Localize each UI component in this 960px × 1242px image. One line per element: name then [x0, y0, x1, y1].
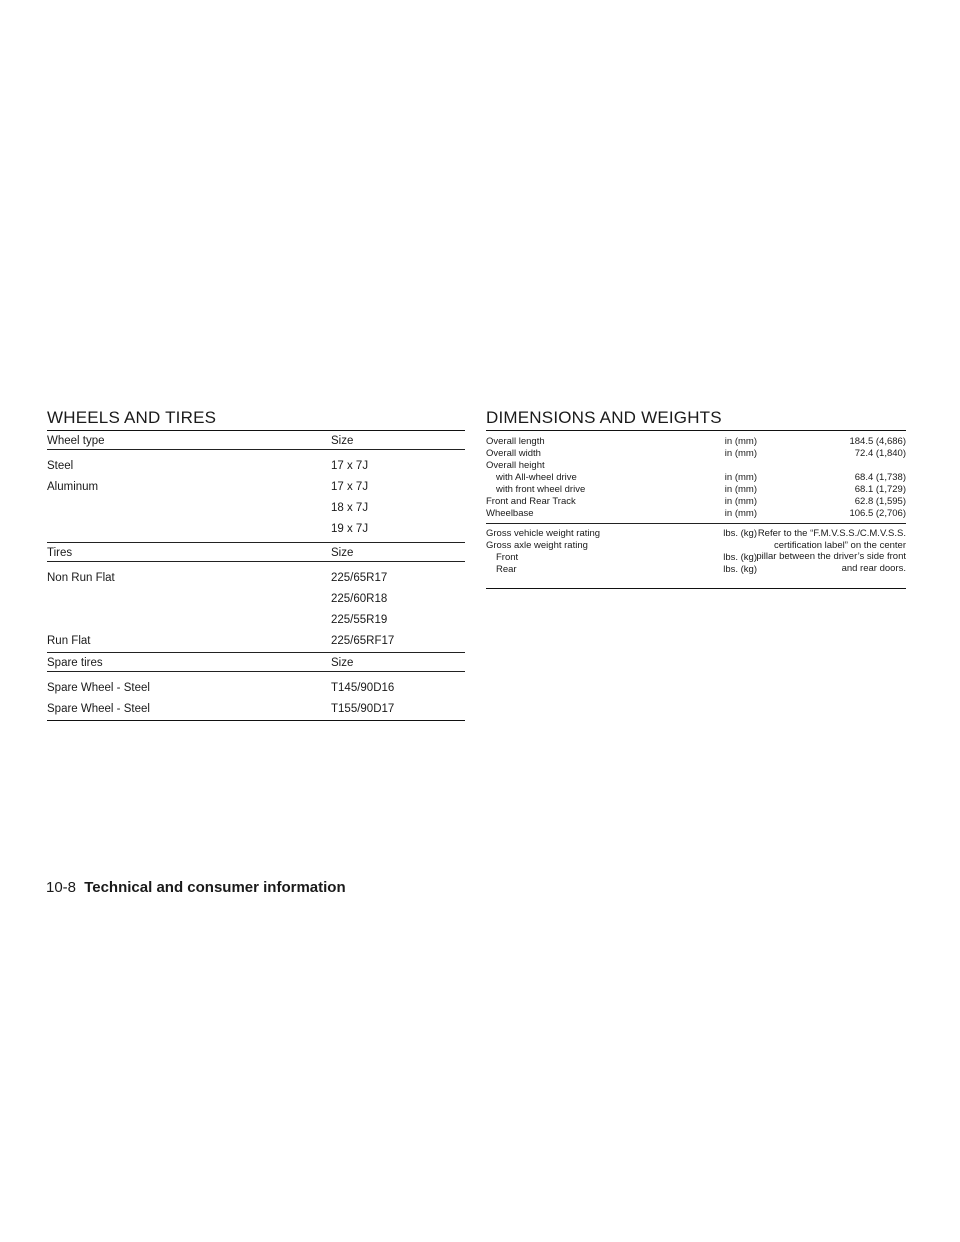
table-row: [47, 477, 465, 498]
wheels-tires-title: WHEELS AND TIRES: [47, 408, 217, 427]
table-row: [47, 498, 465, 519]
footer-title: Technical and consumer information: [84, 879, 346, 896]
dimension-value: 106.5 (2,706): [849, 508, 906, 519]
tire-size: 225/55R19: [331, 614, 388, 626]
wheels-tires-table: [47, 430, 465, 721]
table-row: [47, 610, 465, 631]
table-row: [486, 508, 906, 520]
spare-tires-header: Spare tires: [47, 657, 103, 669]
table-row: [486, 472, 906, 484]
table-row: [47, 699, 465, 720]
rear-axle-label: Rear: [496, 564, 517, 575]
dimension-label: Overall height: [486, 460, 545, 471]
dimension-unit: in (mm): [724, 436, 757, 447]
table-row: [47, 456, 465, 477]
dimension-value: 184.5 (4,686): [849, 436, 906, 447]
dimensions-weights-table: [486, 430, 906, 589]
dimension-label: Overall length: [486, 436, 545, 447]
spare-size: T145/90D16: [331, 682, 395, 694]
wheel-type-header: Wheel type: [47, 435, 105, 447]
dimension-label: with front wheel drive: [496, 484, 586, 495]
dimension-value: 68.1 (1,729): [854, 484, 906, 495]
certification-label-note: Refer to the “F.M.V.S.S./C.M.V.S.S. certification label” on the center pillar between the driver’s side front and rear doors.: [756, 528, 906, 574]
wheel-size: 19 x 7J: [331, 523, 369, 535]
dimensions-weights-title: DIMENSIONS AND WEIGHTS: [486, 408, 722, 427]
table-row: [486, 448, 906, 460]
spare-type: Spare Wheel - Steel: [47, 682, 150, 694]
table-row: [486, 496, 906, 508]
tire-size: 225/60R18: [331, 593, 388, 605]
dimension-unit: in (mm): [724, 472, 757, 483]
wheel-type: Aluminum: [47, 481, 99, 493]
gvwr-unit: lbs. (kg): [723, 528, 757, 539]
table-row: [486, 460, 906, 472]
wheel-size: 17 x 7J: [331, 481, 369, 493]
spare-size: T155/90D17: [331, 703, 395, 715]
table-row: [486, 436, 906, 448]
gawr-label: Gross axle weight rating: [486, 540, 588, 551]
table-row: [47, 519, 465, 540]
dimension-unit: in (mm): [724, 448, 757, 459]
tires-header: Tires: [47, 547, 73, 559]
dimension-value: 72.4 (1,840): [854, 448, 906, 459]
wheel-size-header: Size: [331, 435, 354, 447]
wheel-type: Steel: [47, 460, 74, 472]
wheel-size: 17 x 7J: [331, 460, 369, 472]
front-axle-unit: lbs. (kg): [723, 552, 757, 563]
table-row: [486, 484, 906, 496]
tire-size-header: Size: [331, 547, 354, 559]
tire-header-row: [47, 543, 465, 562]
dimension-label: Overall width: [486, 448, 541, 459]
table-row: [47, 678, 465, 699]
dimension-value: 62.8 (1,595): [854, 496, 906, 507]
weights-block: [486, 528, 906, 588]
dimension-unit: in (mm): [724, 508, 757, 519]
tire-size: 225/65RF17: [331, 635, 395, 647]
spare-type: Spare Wheel - Steel: [47, 703, 150, 715]
wheel-size: 18 x 7J: [331, 502, 369, 514]
table-row: [47, 589, 465, 610]
dimension-unit: in (mm): [724, 496, 757, 507]
dimension-unit: in (mm): [724, 484, 757, 495]
table-row: [47, 631, 465, 652]
dimension-value: 68.4 (1,738): [854, 472, 906, 483]
spare-size-header: Size: [331, 657, 354, 669]
rear-axle-unit: lbs. (kg): [723, 564, 757, 575]
gvwr-label: Gross vehicle weight rating: [486, 528, 601, 539]
tire-type: Run Flat: [47, 635, 91, 647]
wheel-header-row: [47, 431, 465, 450]
front-axle-label: Front: [496, 552, 519, 563]
table-row: [47, 568, 465, 589]
tire-size: 225/65R17: [331, 572, 388, 584]
spare-header-row: [47, 653, 465, 672]
page-number: 10-8: [46, 879, 77, 896]
dimension-label: with All-wheel drive: [496, 472, 577, 483]
page-footer: [46, 879, 346, 896]
tire-type: Non Run Flat: [47, 572, 115, 584]
dimension-label: Front and Rear Track: [486, 496, 576, 507]
dimension-label: Wheelbase: [486, 508, 534, 519]
